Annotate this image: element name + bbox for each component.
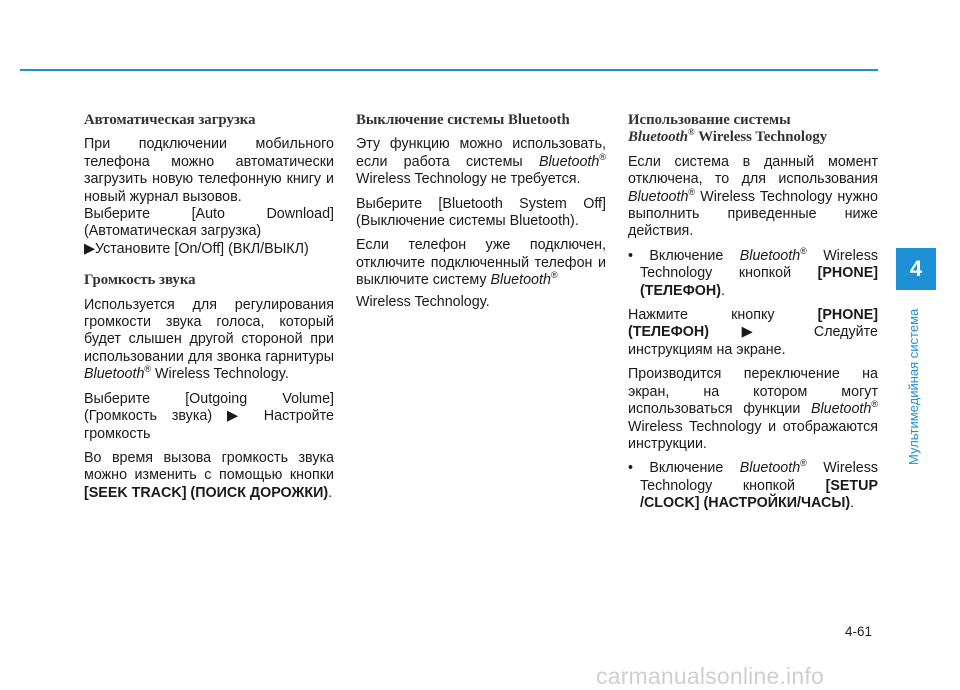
using-text-a: Если система в данный момент отключена, то для использования (628, 153, 878, 188)
volume-call-note (84, 450, 334, 502)
using-description (628, 154, 878, 241)
bluetooth-brand: Bluetooth (84, 366, 145, 383)
registered-mark: ® (871, 399, 878, 410)
bluetooth-brand: Bluetooth (628, 129, 689, 146)
disable-instruction: Выберите [Bluetooth System Off] (Выключение системы Bluetooth). (356, 195, 606, 230)
auto-download-step-1: Выберите [Auto Download] (Автоматическая загрузка) (84, 206, 334, 240)
volume-step-2: Настройте громкость (84, 408, 334, 442)
section-title-volume: Громкость звука (84, 272, 196, 289)
bullet-setup-key (628, 460, 878, 512)
disable-connected-note-end: Wireless Technology. (356, 293, 490, 310)
bluetooth-brand: Bluetooth (739, 247, 801, 264)
bluetooth-brand: Bluetooth (538, 153, 600, 170)
chapter-title: Мультимедийная система (906, 308, 921, 465)
phone-step-text: Нажмите кнопку (628, 307, 818, 324)
disable-description (356, 136, 606, 188)
registered-mark: ® (599, 152, 606, 163)
disable-connected-note (356, 237, 606, 289)
section-title-disable: Выключение системы Bluetooth (356, 112, 570, 128)
setup-clock-key: [SETUP /CLOCK] (НАСТРОЙКИ/ЧАСЫ) (640, 477, 878, 512)
watermark: carmanualsonline.info (596, 663, 824, 689)
volume-call-text: Во время вызова громкость звука можно изменить с помощью кнопки (84, 449, 334, 484)
volume-description (84, 297, 334, 384)
volume-text-a: Используется для регулирования громкости звука голоса, который будет слышен другой стороной при использовании для звонка гарнитуры (84, 296, 334, 365)
bullet-2-text-a: • Включение (628, 460, 740, 477)
arrow-icon: ▶ (84, 240, 95, 257)
volume-step-1: Выберите [Outgoing Volume] (Громкость звука) (84, 390, 334, 425)
page-number: 4-61 (845, 624, 873, 639)
bluetooth-brand: Bluetooth (810, 401, 872, 418)
registered-mark: ® (144, 364, 152, 375)
bluetooth-brand: Bluetooth (739, 460, 801, 477)
volume-call-end: . (328, 484, 333, 501)
disable-text-a: Эту функцию можно использовать, если работа системы (356, 136, 606, 170)
arrow-icon: ▶ (741, 324, 782, 341)
switch-text-b: Wireless Technology и отображаются инструкции. (628, 418, 878, 452)
bullet-1-text-a: • Включение (628, 247, 740, 264)
using-text-b: Wireless Technology нужно выполнить приведенные ниже действия. (628, 188, 878, 240)
bullet-2-end: . (850, 495, 855, 512)
bullet-1-end: . (721, 282, 725, 299)
using-title-a: Использование системы (628, 112, 791, 128)
using-title-b: Wireless Technology (694, 129, 828, 146)
section-title-using (628, 112, 878, 147)
header-rule (20, 69, 878, 71)
disable-text-b: Wireless Technology не требуется. (356, 171, 581, 188)
registered-mark: ® (688, 127, 695, 138)
phone-key: [PHONE] (ТЕЛЕФОН) (628, 307, 878, 341)
bluetooth-brand: Bluetooth (490, 272, 551, 289)
seek-track-key: [SEEK TRACK] (ПОИСК ДОРОЖКИ) (84, 484, 329, 501)
registered-mark: ® (688, 186, 696, 197)
auto-download-instruction (84, 206, 334, 258)
arrow-icon: ▶ (226, 408, 249, 425)
chapter-tab: 4 (896, 248, 936, 290)
switch-screen-note (628, 366, 878, 453)
bluetooth-brand: Bluetooth (628, 188, 689, 205)
auto-download-step-2: Установите [On/Off] (ВКЛ/ВЫКЛ) (95, 240, 309, 257)
phone-step-follow: Следуйте инструкциям на экране. (628, 324, 878, 358)
section-title-auto-download: Автоматическая загрузка (84, 112, 256, 128)
bullet-2-text-b: Wireless Technology кнопкой (640, 460, 878, 494)
column-3 (628, 112, 878, 520)
switch-text-a: Производится переключение на экран, на котором могут использоваться функции (628, 366, 878, 418)
column-2 (356, 112, 606, 318)
phone-instruction (628, 307, 878, 359)
volume-instruction (84, 391, 334, 443)
bullet-phone-key (628, 248, 878, 300)
phone-key: [PHONE] (ТЕЛЕФОН) (640, 265, 878, 299)
column-1 (84, 112, 334, 509)
bullet-1-text-b: Wireless Technology кнопкой (640, 247, 878, 282)
registered-mark: ® (800, 246, 807, 257)
registered-mark: ® (800, 458, 807, 469)
auto-download-description: При подключении мобильного телефона можно автоматически загрузить новую телефонную книгу и новый журнал вызовов. (84, 136, 334, 205)
registered-mark: ® (550, 270, 558, 281)
volume-text-b: Wireless Technology. (151, 366, 289, 383)
disable-note-text: Если телефон уже подключен, отключите подключенный телефон и выключите систему (356, 237, 606, 289)
